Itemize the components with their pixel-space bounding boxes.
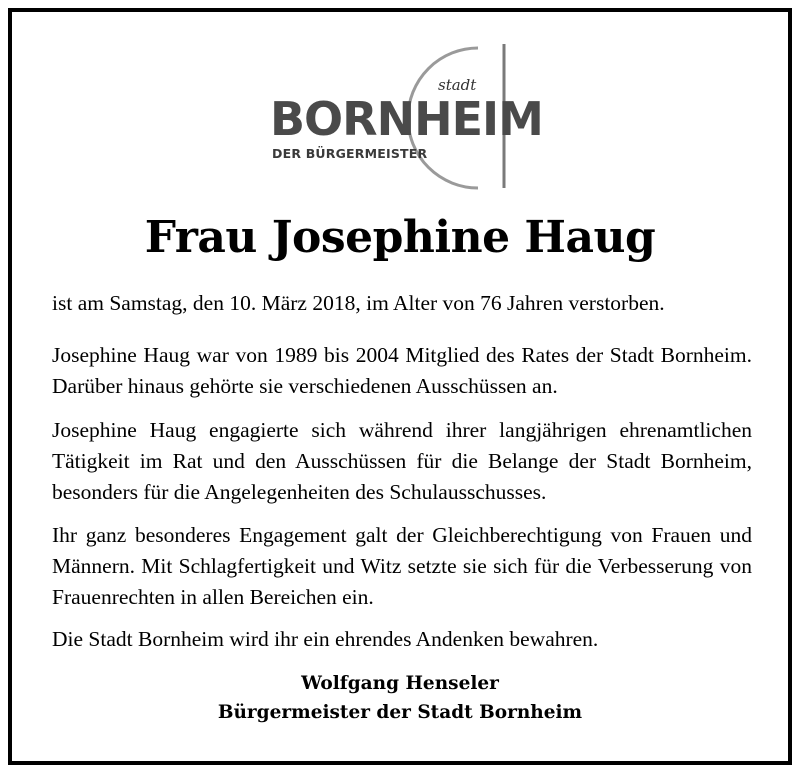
paragraph-council-membership: Josephine Haug war von 1989 bis 2004 Mitglied des Rates der Stadt Bornheim. Darüber hinaus gehörte sie verschiedenen Ausschüssen an.	[52, 343, 752, 398]
paragraph-remembrance: Die Stadt Bornheim wird ihr ein ehrendes Andenken bewahren.	[52, 627, 599, 651]
paragraph-volunteer-work: Josephine Haug engagierte sich während ihrer langjährigen ehrenamtlichen Tätigkeit im Rat und den Ausschüssen für die Belange der Stadt Bornheim, besonders für die Angelegenheiten des Schulausschusses.	[52, 418, 752, 504]
signature-name: Wolfgang Henseler	[301, 673, 499, 694]
bornheim-logo	[266, 40, 543, 190]
logo-subtitle: DER BÜRGERMEISTER	[272, 146, 428, 161]
paragraph-equality-engagement: Ihr ganz besonderes Engagement galt der Gleichberechtigung von Frauen und Männern. Mit Schlagfertigkeit und Witz setzte sie sich für die Verbesserung von Frauenrechten in allen Bereichen ein.	[52, 523, 752, 609]
logo-wordmark: BORNHEIM	[270, 92, 543, 146]
deceased-name-heading: Frau Josephine Haug	[144, 212, 656, 263]
logo-stadt-text: stadt	[438, 76, 477, 94]
signature-role: Bürgermeister der Stadt Bornheim	[217, 702, 583, 723]
paragraph-death-notice: ist am Samstag, den 10. März 2018, im Alter von 76 Jahren verstorben.	[52, 291, 665, 315]
